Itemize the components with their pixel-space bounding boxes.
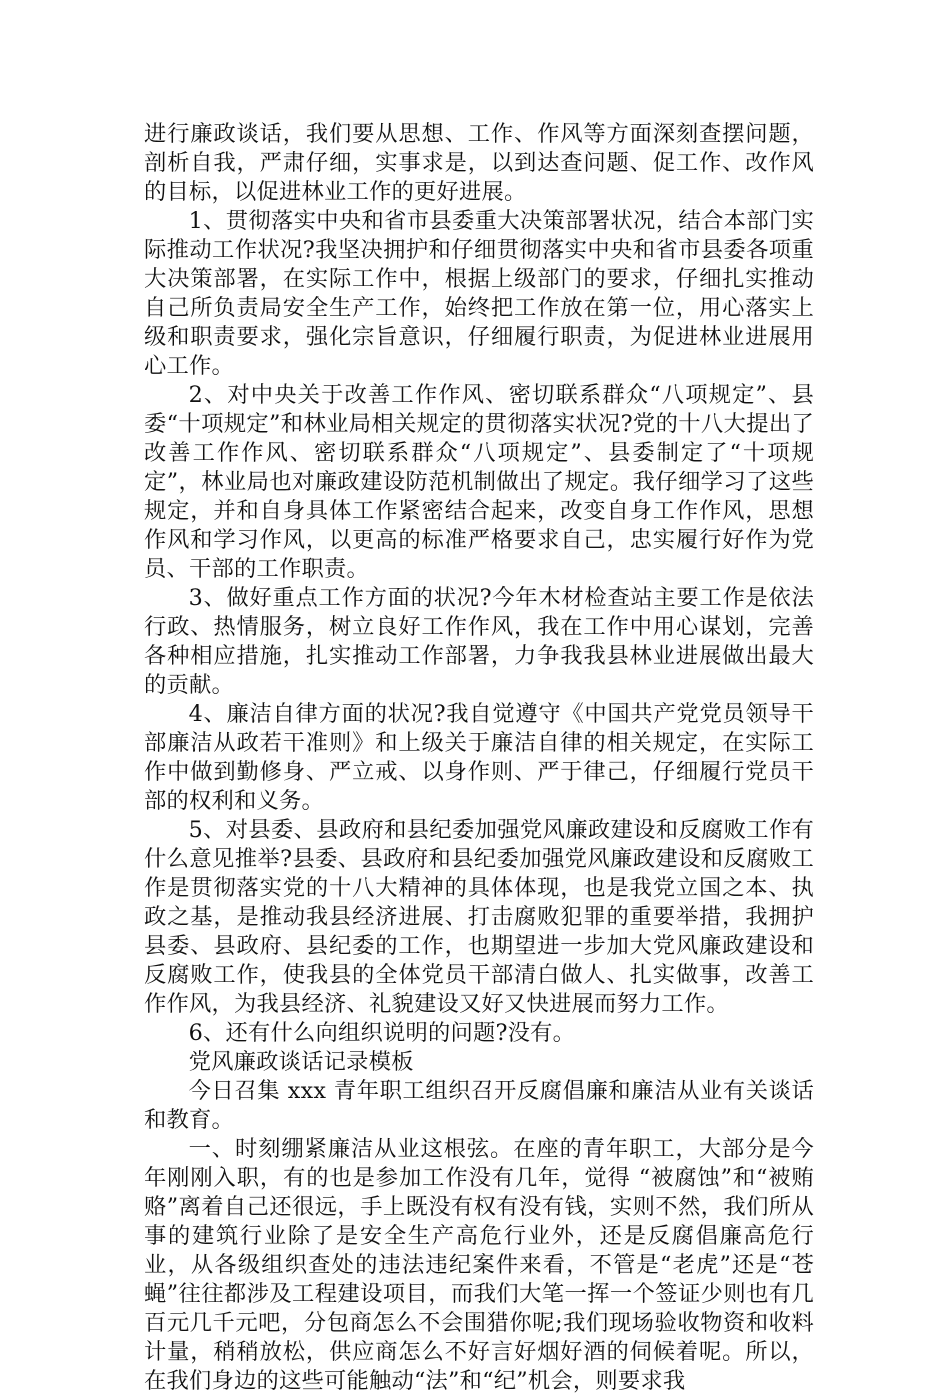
section-heading: 党风廉政谈话记录模板 (188, 1049, 414, 1075)
paragraph-item-6: 6、还有什么向组织说明的问题?没有。 (188, 1020, 576, 1046)
paragraph-item-3: 3、做好重点工作方面的状况?今年木材检查站主要工作是依法行政、热情服务，树立良好工作作风，我在工作中用心谋划，完善各种相应措施，扎实推动工作部署，力争我我县林业进展做出最大的贡献。 (144, 585, 814, 698)
paragraph-intro: 进行廉政谈话，我们要从思想、工作、作风等方面深刻查摆问题，剖析自我，严肃仔细，实事求是，以到达查问题、促工作、改作风的目标，以促进林业工作的更好进展。 (144, 121, 814, 205)
paragraph-section-1: 一、时刻绷紧廉洁从业这根弦。在座的青年职工，大部分是今年刚刚入职，有的也是参加工作没有几年，觉得 “被腐蚀”和“被贿赂”离着自己还很远，手上既没有权有没有钱，实则不然，我们所从事的建筑行业除了是安全生产高危行业外，还是反腐倡廉高危行业，从各级组织查处的违法违纪案件来看，不管是“老虎”还是“苍蝇”往往都涉及工程建设项目，而我们大笔一挥一个签证少则也有几百元几千元吧，分包商怎么不会围猎你呢;我们现场验收物资和收料计量，稍稍放松，供应商怎么不好言好烟好酒的伺候着呢。所以，在我们身边的这些可能触动“法”和“纪”机会，则要求我 (144, 1136, 814, 1394)
paragraph-item-5: 5、对县委、县政府和县纪委加强党风廉政建设和反腐败工作有什么意见推举?县委、县政府和县纪委加强党风廉政建设和反腐败工作是贯彻落实党的十八大精神的具体体现，也是我党立国之本、执政之基，是推动我县经济进展、打击腐败犯罪的重要举措，我拥护县委、县政府、县纪委的工作，也期望进一步加大党风廉政建设和反腐败工作，使我县的全体党员干部清白做人、扎实做事，改善工作作风，为我县经济、礼貌建设又好又快进展而努力工作。 (144, 817, 814, 1017)
paragraph-item-2: 2、对中央关于改善工作作风、密切联系群众“八项规定”、县委“十项规定”和林业局相关规定的贯彻落实状况?党的十八大提出了改善工作作风、密切联系群众“八项规定”、县委制定了“十项规定”，林业局也对廉政建设防范机制做出了规定。我仔细学习了这些规定，并和自身具体工作紧密结合起来，改变自身工作作风，思想作风和学习作风，以更高的标准严格要求自己，忠实履行好作为党员、干部的工作职责。 (144, 382, 814, 582)
document-page (144, 120, 814, 1396)
paragraph-item-1: 1、贯彻落实中央和省市县委重大决策部署状况，结合本部门实际推动工作状况?我坚决拥护和仔细贯彻落实中央和省市县委各项重大决策部署，在实际工作中，根据上级部门的要求，仔细扎实推动自己所负责局安全生产工作，始终把工作放在第一位，用心落实上级和职责要求，强化宗旨意识，仔细履行职责，为促进林业进展用心工作。 (144, 208, 814, 379)
paragraph-meeting-intro: 今日召集 xxx 青年职工组织召开反腐倡廉和廉洁从业有关谈话和教育。 (144, 1078, 814, 1133)
paragraph-item-4: 4、廉洁自律方面的状况?我自觉遵守《中国共产党党员领导干部廉洁从政若干准则》和上级关于廉洁自律的相关规定，在实际工作中做到勤修身、严立戒、以身作则、严于律己，仔细履行党员干部的权利和义务。 (144, 701, 814, 814)
